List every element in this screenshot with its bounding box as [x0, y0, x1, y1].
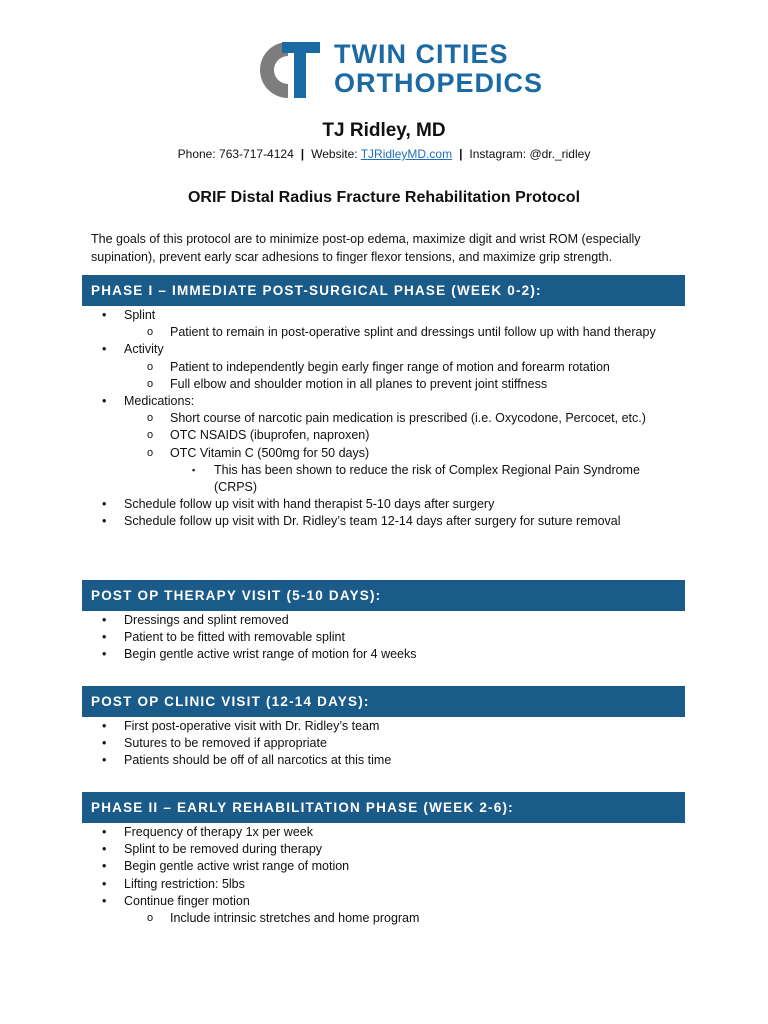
bullet-icon: •: [102, 753, 107, 768]
list-item-text: Include intrinsic stretches and home program: [170, 911, 420, 926]
separator: |: [300, 147, 305, 161]
list-item: [82, 752, 685, 769]
list-item: [82, 462, 685, 496]
bullet-icon: •: [102, 893, 107, 908]
list-item: [82, 718, 685, 735]
twin-cities-orthopedics-logo: [254, 39, 544, 100]
list-item-text: First post-operative visit with Dr. Ridley’s team: [124, 719, 380, 733]
list-item-text: OTC NSAIDS (ibuprofen, naproxen): [170, 428, 370, 443]
list-item: [82, 513, 685, 530]
list-item: [82, 646, 685, 663]
list-item: [82, 341, 685, 358]
list-item: [82, 858, 685, 875]
list-item-text: Begin gentle active wrist range of motion for 4 weeks: [124, 647, 417, 662]
bullet-icon: •: [102, 613, 107, 627]
list-item: [82, 445, 685, 462]
list-item-text: Begin gentle active wrist range of motion: [124, 859, 350, 874]
bullet-icon: •: [102, 514, 107, 529]
list-item-text: Activity: [124, 342, 164, 357]
list-item-text: Dressings and splint removed: [124, 613, 289, 627]
list-item: [82, 841, 685, 858]
list-item-text: Medications:: [124, 394, 195, 409]
section-header: PHASE II – EARLY REHABILITATION PHASE (WEEK 2-6):: [82, 792, 685, 823]
section-phase-1: [82, 275, 685, 531]
website-link[interactable]: TJRidleyMD.com: [360, 147, 453, 161]
list-item: [82, 629, 685, 646]
list-item: [82, 359, 685, 376]
list-item-text: Full elbow and shoulder motion in all planes to prevent joint stiffness: [170, 376, 548, 391]
list-item: [82, 735, 685, 752]
list-item: [82, 307, 685, 324]
bullet-icon: •: [102, 842, 107, 857]
list-item: [82, 427, 685, 444]
bullet-icon: o: [147, 360, 154, 373]
section-post-op-therapy-visit: [82, 580, 685, 664]
bullet-icon: •: [102, 308, 107, 322]
bullet-icon: •: [102, 647, 107, 662]
list-item-text: Schedule follow up visit with hand therapist 5-10 days after surgery: [124, 497, 495, 512]
list-item-text: This has been shown to reduce the risk of Complex Regional Pain Syndrome (CRPS): [214, 462, 640, 495]
tco-logo-mark-icon: [254, 42, 324, 98]
bullet-icon: •: [102, 497, 107, 512]
phone-text: Phone: 763-717-4124: [177, 147, 294, 161]
list-item-text: Sutures to be removed if appropriate: [124, 736, 327, 751]
list-item-text: Splint: [124, 308, 156, 322]
section-phase-2: [82, 792, 685, 927]
list-item-text: Splint to be removed during therapy: [124, 842, 323, 857]
list-item-text: Short course of narcotic pain medication is prescribed (i.e. Oxycodone, Percocet, etc.): [170, 411, 646, 426]
logo-line-1: TWIN CITIES: [334, 39, 509, 69]
intro-paragraph: The goals of this protocol are to minimize post-op edema, maximize digit and wrist ROM (especially supination), prevent early scar adhesions to finger flexor tensions, and maximize grip strength.: [91, 232, 641, 264]
list-item-text: Patient to independently begin early finger range of motion and forearm rotation: [170, 359, 610, 374]
section-header: PHASE I – IMMEDIATE POST-SURGICAL PHASE (WEEK 0-2):: [82, 275, 685, 306]
list-item: [82, 410, 685, 427]
section-list: [82, 718, 685, 770]
protocol-title: ORIF Distal Radius Fracture Rehabilitation Protocol: [187, 189, 581, 206]
bullet-icon: o: [147, 912, 154, 925]
website-prefix: Website:: [311, 147, 361, 161]
logo-wordmark: [334, 40, 543, 98]
bullet-icon: •: [102, 342, 107, 357]
bullet-icon: •: [102, 859, 107, 874]
list-item: [82, 376, 685, 393]
list-item: [82, 876, 685, 893]
list-item-text: Continue finger motion: [124, 893, 250, 908]
instagram-text: Instagram: @dr._ridley: [469, 147, 591, 161]
list-item: [82, 324, 685, 341]
doctor-name: TJ Ridley, MD: [322, 120, 446, 141]
list-item-text: Frequency of therapy 1x per week: [124, 825, 313, 839]
section-header: POST OP THERAPY VISIT (5-10 DAYS):: [82, 580, 685, 611]
section-header: POST OP CLINIC VISIT (12-14 DAYS):: [82, 686, 685, 717]
bullet-icon: o: [147, 377, 154, 390]
list-item-text: Lifting restriction: 5lbs: [124, 876, 245, 891]
list-item-text: Patient to be fitted with removable splint: [124, 630, 345, 645]
bullet-icon: o: [147, 446, 154, 459]
bullet-icon: o: [147, 412, 154, 425]
list-item-text: Patients should be off of all narcotics at this time: [124, 753, 392, 768]
bullet-icon: •: [102, 630, 107, 645]
list-item: [82, 824, 685, 841]
bullet-icon: •: [102, 736, 107, 751]
logo-line-2: ORTHOPEDICS: [334, 68, 544, 98]
section-list: [82, 824, 685, 927]
list-item: [82, 612, 685, 629]
bullet-icon: o: [147, 326, 154, 339]
list-item-text: Patient to remain in post-operative splint and dressings until follow up with hand therapy: [170, 325, 656, 340]
list-item: [82, 910, 685, 927]
bullet-icon: ▪: [192, 464, 196, 475]
list-item: [82, 393, 685, 410]
bullet-icon: •: [102, 825, 107, 839]
bullet-icon: •: [102, 394, 107, 409]
list-item-text: OTC Vitamin C (500mg for 50 days): [170, 445, 370, 460]
section-post-op-clinic-visit: [82, 686, 685, 770]
separator: |: [459, 147, 463, 161]
contact-line: [0, 147, 768, 161]
list-item: [82, 893, 685, 910]
bullet-icon: •: [102, 876, 107, 891]
list-item: [82, 496, 685, 513]
list-item-text: Schedule follow up visit with Dr. Ridley’s team 12-14 days after surgery for suture removal: [124, 514, 621, 529]
bullet-icon: •: [102, 719, 107, 733]
section-list: [82, 307, 685, 531]
bullet-icon: o: [147, 429, 154, 442]
section-list: [82, 612, 685, 664]
